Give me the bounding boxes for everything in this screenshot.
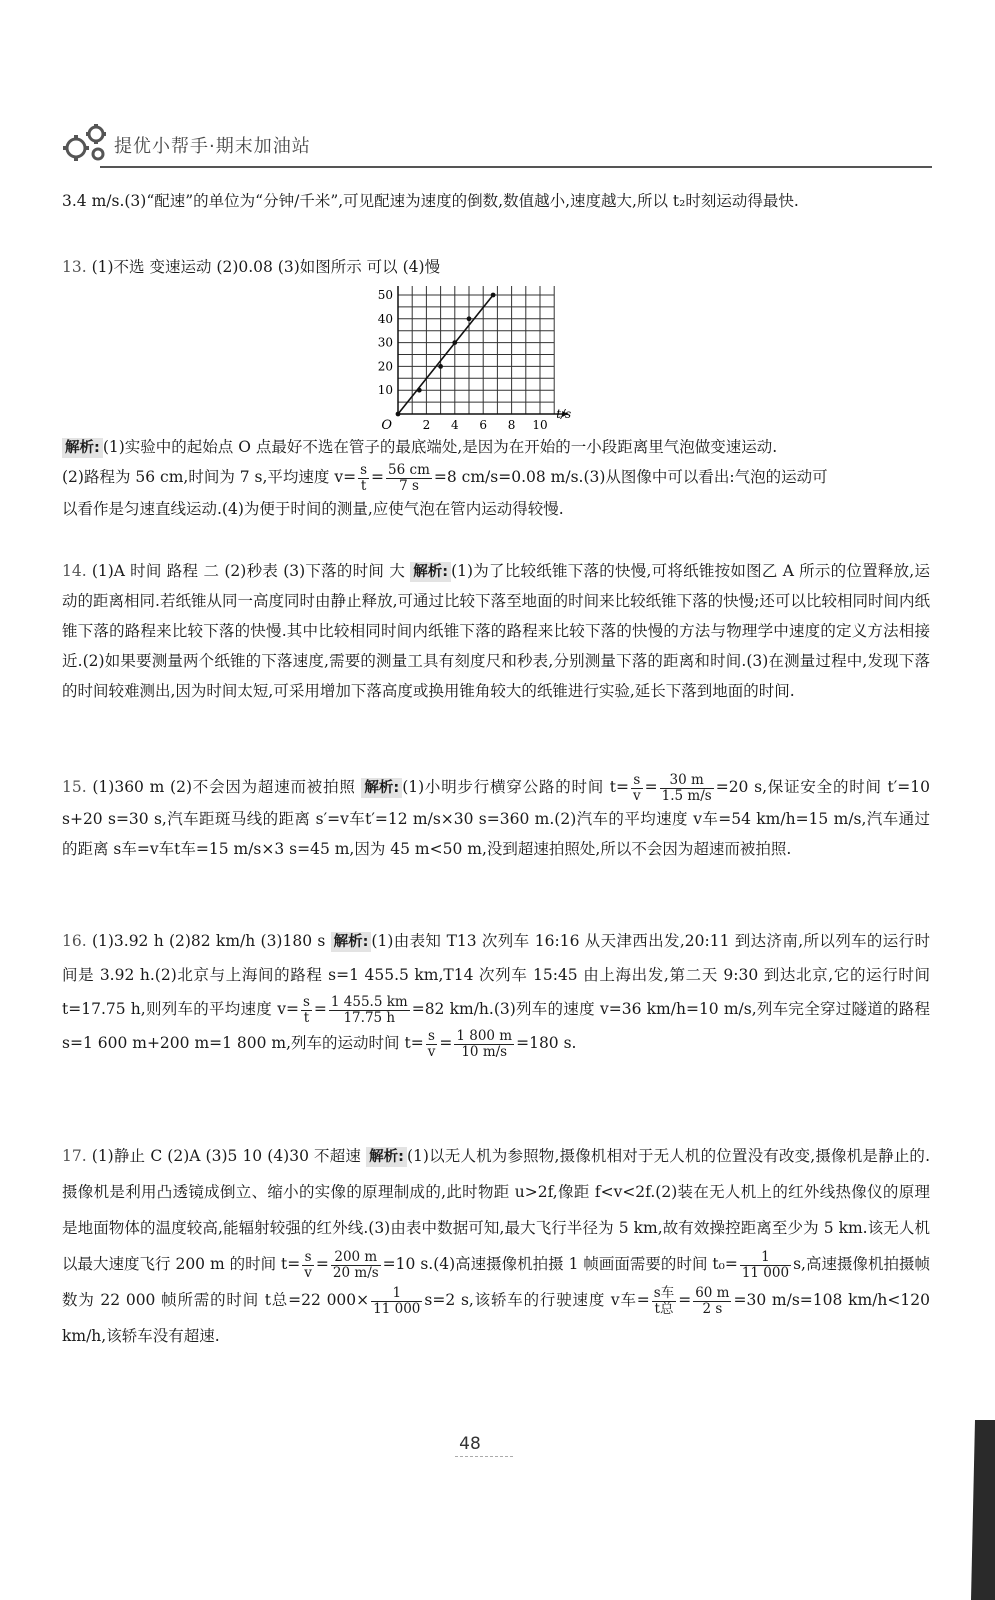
fraction (329, 995, 410, 1026)
fraction-numerator: s (426, 1029, 438, 1045)
q13-analysis-2c: =8 cm/s=0.08 m/s.(3)从图像中可以看出:气泡的运动可 (433, 468, 828, 486)
q16-analysis-3: =180 s. (516, 1034, 577, 1052)
fraction-denominator: 11 000 (373, 1300, 421, 1317)
x-tick-label: 10 (532, 418, 548, 432)
fraction (301, 995, 312, 1026)
fraction-denominator: t总 (654, 1300, 674, 1317)
equals-sign: = (315, 1255, 329, 1273)
q16-analysis-2: =82 km/h.(3)列车的速度 v=36 km/h=10 m/s,列车完全穿过隧道的路程 s=1 600 m+200 m=1 800 m,列车的运动时间 t= (62, 1000, 930, 1052)
q14-answer: (1)A 时间 路程 二 (2)秒表 (3)下落的时间 大 (91, 562, 406, 580)
q16-analysis-1: (1)由表知 T13 次列车 16:16 从天津西出发,20:11 到达济南,所以列车的运行时间是 3.92 h.(2)北京与上海间的路程 s=1 455.5 km,T14 次列车 15:45 由上海出发,第二天 9:30 到达北京,它的运行时间 t=17.75 h,则列车的平均速度 v= (62, 932, 930, 1018)
fraction-denominator: t (303, 1009, 310, 1026)
fraction-numerator: s (302, 993, 310, 1010)
q15-paragraph (62, 772, 930, 864)
fraction-numerator: s (631, 773, 643, 789)
q13-analysis-3: 以看作是匀速直线运动.(4)为便于时间的测量,应使气泡在管内运动得较慢. (62, 499, 564, 518)
q17-analysis-4: s=2 s,该轿车的行驶速度 v车= (424, 1291, 650, 1309)
x-tick-label: 2 (422, 418, 431, 432)
fraction (358, 463, 369, 494)
fraction-denominator: v (304, 1264, 312, 1281)
page-header (60, 118, 930, 170)
equals-sign: = (371, 468, 385, 486)
q17-paragraph (62, 1138, 930, 1354)
fraction (331, 1250, 381, 1281)
equals-sign: = (313, 1000, 327, 1018)
q13-analysis-2a: (2)路程为 56 cm,时间为 7 s,平均速度 v= (62, 468, 357, 486)
fraction (371, 1286, 422, 1317)
fraction-denominator: t (360, 477, 367, 494)
fraction-numerator: s车 (653, 1284, 675, 1301)
q17-analysis-5: =30 m/s=108 km/h<120 km/h,该轿车没有超速. (62, 1291, 930, 1345)
fraction (302, 1250, 314, 1281)
q17-analysis-3: s,高速摄像机拍摄帧数为 22 000 帧所需的时间 t总=22 000× (62, 1255, 930, 1309)
header-title: 提优小帮手·期末加油站 (114, 136, 311, 157)
q13-number: 13. (62, 258, 87, 276)
q16-paragraph (62, 924, 930, 1060)
fraction-numerator: s (360, 461, 368, 478)
analysis-tag: 解析: (366, 1147, 407, 1167)
fraction-numerator: 200 m (331, 1250, 381, 1266)
gears-icon (60, 118, 112, 166)
y-tick-label: 40 (377, 311, 393, 326)
data-point (438, 364, 443, 369)
data-point (467, 316, 472, 321)
q15-number: 15. (62, 778, 87, 796)
q17-analysis-1: (1)以无人机为参照物,摄像机相对于无人机的位置没有改变,摄像机是静止的.摄像机是利用凸透镜成倒立、缩小的实像的原理制成的,此时物距 u>2f,像距 f<v<2f.(2)装在无人机上的红外线热像仪的原理是地面物体的温度较高,能辐射较强的红外线.(3)由表中数据可知,最大飞行半径为 5 km,故有效操控距离至少为 5 km.该无人机以最大速度飞行 200 m 的时间 t= (62, 1147, 931, 1273)
fraction-numerator: 60 m (695, 1284, 730, 1301)
page-number-underline (455, 1456, 513, 1457)
data-point (396, 412, 401, 417)
fraction-denominator: 2 s (702, 1300, 723, 1317)
fraction (740, 1250, 791, 1281)
x-tick-label: 8 (507, 418, 516, 432)
analysis-tag: 解析: (62, 438, 103, 458)
equals-sign: = (678, 1291, 692, 1309)
header-divider (100, 166, 932, 168)
q14-paragraph (62, 556, 930, 706)
fraction (660, 773, 714, 804)
q16-number: 16. (62, 932, 87, 950)
fraction-denominator: v (633, 787, 641, 804)
fraction-numerator: 1 (740, 1250, 791, 1266)
page-number: 48 (459, 1434, 481, 1454)
fraction-numerator: 1 800 m (456, 1027, 513, 1044)
fraction (631, 773, 643, 804)
x-axis-label: t/s (556, 407, 572, 421)
fraction-numerator: 1 455.5 km (330, 993, 408, 1010)
analysis-tag: 解析: (410, 562, 451, 582)
chart-axes (378, 286, 572, 433)
fraction (652, 1286, 676, 1317)
q13-analysis (62, 432, 930, 524)
q14-analysis: (1)为了比较纸锥下落的快慢,可将纸锥按如图乙 A 所示的位置释放,运动的距离相同.若纸锥从同一高度同时由静止释放,可通过比较下落至地面的时间来比较纸锥下落的快慢;还可以比较相同时间内纸锥下落的路程来比较下落的快慢.其中比较相同时间内纸锥下落的路程来比较下落的快慢的方法与物理学中速度的定义方法相接近.(2)如果要测量两个纸锥的下落速度,需要的测量工具有刻度尺和秒表,分别测量下落的距离和时间.(3)在测量过程中,发现下落的时间较难测出,因为时间太短,可采用增加下落高度或换用锥角较大的纸锥进行实验,延长下落到地面的时间. (62, 562, 930, 700)
y-tick-label: 10 (377, 383, 393, 398)
y-tick-label: 50 (377, 288, 393, 302)
analysis-tag: 解析: (331, 932, 372, 952)
q14-number: 14. (62, 562, 87, 580)
q16-answer: (1)3.92 h (2)82 km/h (3)180 s (91, 932, 326, 950)
fraction-numerator: s (302, 1250, 314, 1266)
analysis-tag: 解析: (361, 778, 402, 798)
q15-analysis-1: (1)小明步行横穿公路的时间 t= (402, 778, 630, 796)
q15-answer: (1)360 m (2)不会因为超速而被拍照 (92, 778, 356, 796)
q17-analysis-2: =10 s.(4)高速摄像机拍摄 1 帧画面需要的时间 t₀= (382, 1255, 738, 1273)
fraction-denominator: 10 m/s (461, 1043, 508, 1060)
q17-number: 17. (62, 1147, 87, 1165)
data-point (452, 340, 457, 345)
fraction (426, 1029, 438, 1060)
data-point (417, 388, 422, 393)
fraction-denominator: 20 m/s (332, 1264, 379, 1281)
chart-grid (398, 286, 554, 414)
intro-paragraph: 3.4 m/s.(3)“配速”的单位为“分钟/千米”,可见配速为速度的倒数,数值越小,速度越大,所以 t₂时刻运动得最快. (62, 192, 799, 210)
fraction-numerator: 1 (371, 1286, 422, 1302)
x-tick-label: 4 (450, 418, 459, 432)
q17-answer: (1)静止 C (2)A (3)5 10 (4)30 不超速 (91, 1147, 362, 1165)
fraction (693, 1286, 731, 1317)
fraction-denominator: v (427, 1043, 436, 1060)
corner-decoration (935, 1420, 995, 1600)
equals-sign: = (644, 778, 658, 796)
data-point (491, 293, 496, 298)
equals-sign: = (439, 1034, 453, 1052)
fraction-denominator: 11 000 (741, 1264, 790, 1281)
origin-label: O (381, 418, 392, 433)
q13-analysis-1: (1)实验中的起始点 O 点最好不选在管子的最底端处,是因为在开始的一小段距离里气泡做变速运动. (102, 438, 778, 456)
fraction-numerator: 56 cm (388, 461, 430, 478)
y-tick-label: 30 (377, 335, 393, 350)
q15-analysis-2: =20 s,保证安全的时间 t′=10 s+20 s=30 s,汽车距斑马线的距离 s′=v车t′=12 m/s×30 s=360 m.(2)汽车的平均速度 v车=54 km/h=15 m/s,汽车通过的距离 s车=v车t车=15 m/s×3 s=45 m,因为 45 m<50 m,没到超速拍照处,所以不会因为超速而被拍照. (62, 778, 930, 858)
fraction-denominator: 7 s (399, 477, 419, 494)
fraction (386, 463, 432, 494)
q13-answer-line (62, 252, 930, 282)
y-tick-label: 20 (377, 359, 393, 374)
q13-answer: (1)不选 变速运动 (2)0.08 (3)如图所示 可以 (4)慢 (91, 258, 441, 276)
fraction-denominator: 1.5 m/s (661, 787, 712, 804)
x-tick-label: 6 (479, 418, 488, 432)
fraction-denominator: 17.75 h (343, 1009, 396, 1026)
fraction (454, 1029, 514, 1060)
fraction-numerator: 30 m (660, 773, 714, 789)
s-t-chart (360, 286, 600, 436)
